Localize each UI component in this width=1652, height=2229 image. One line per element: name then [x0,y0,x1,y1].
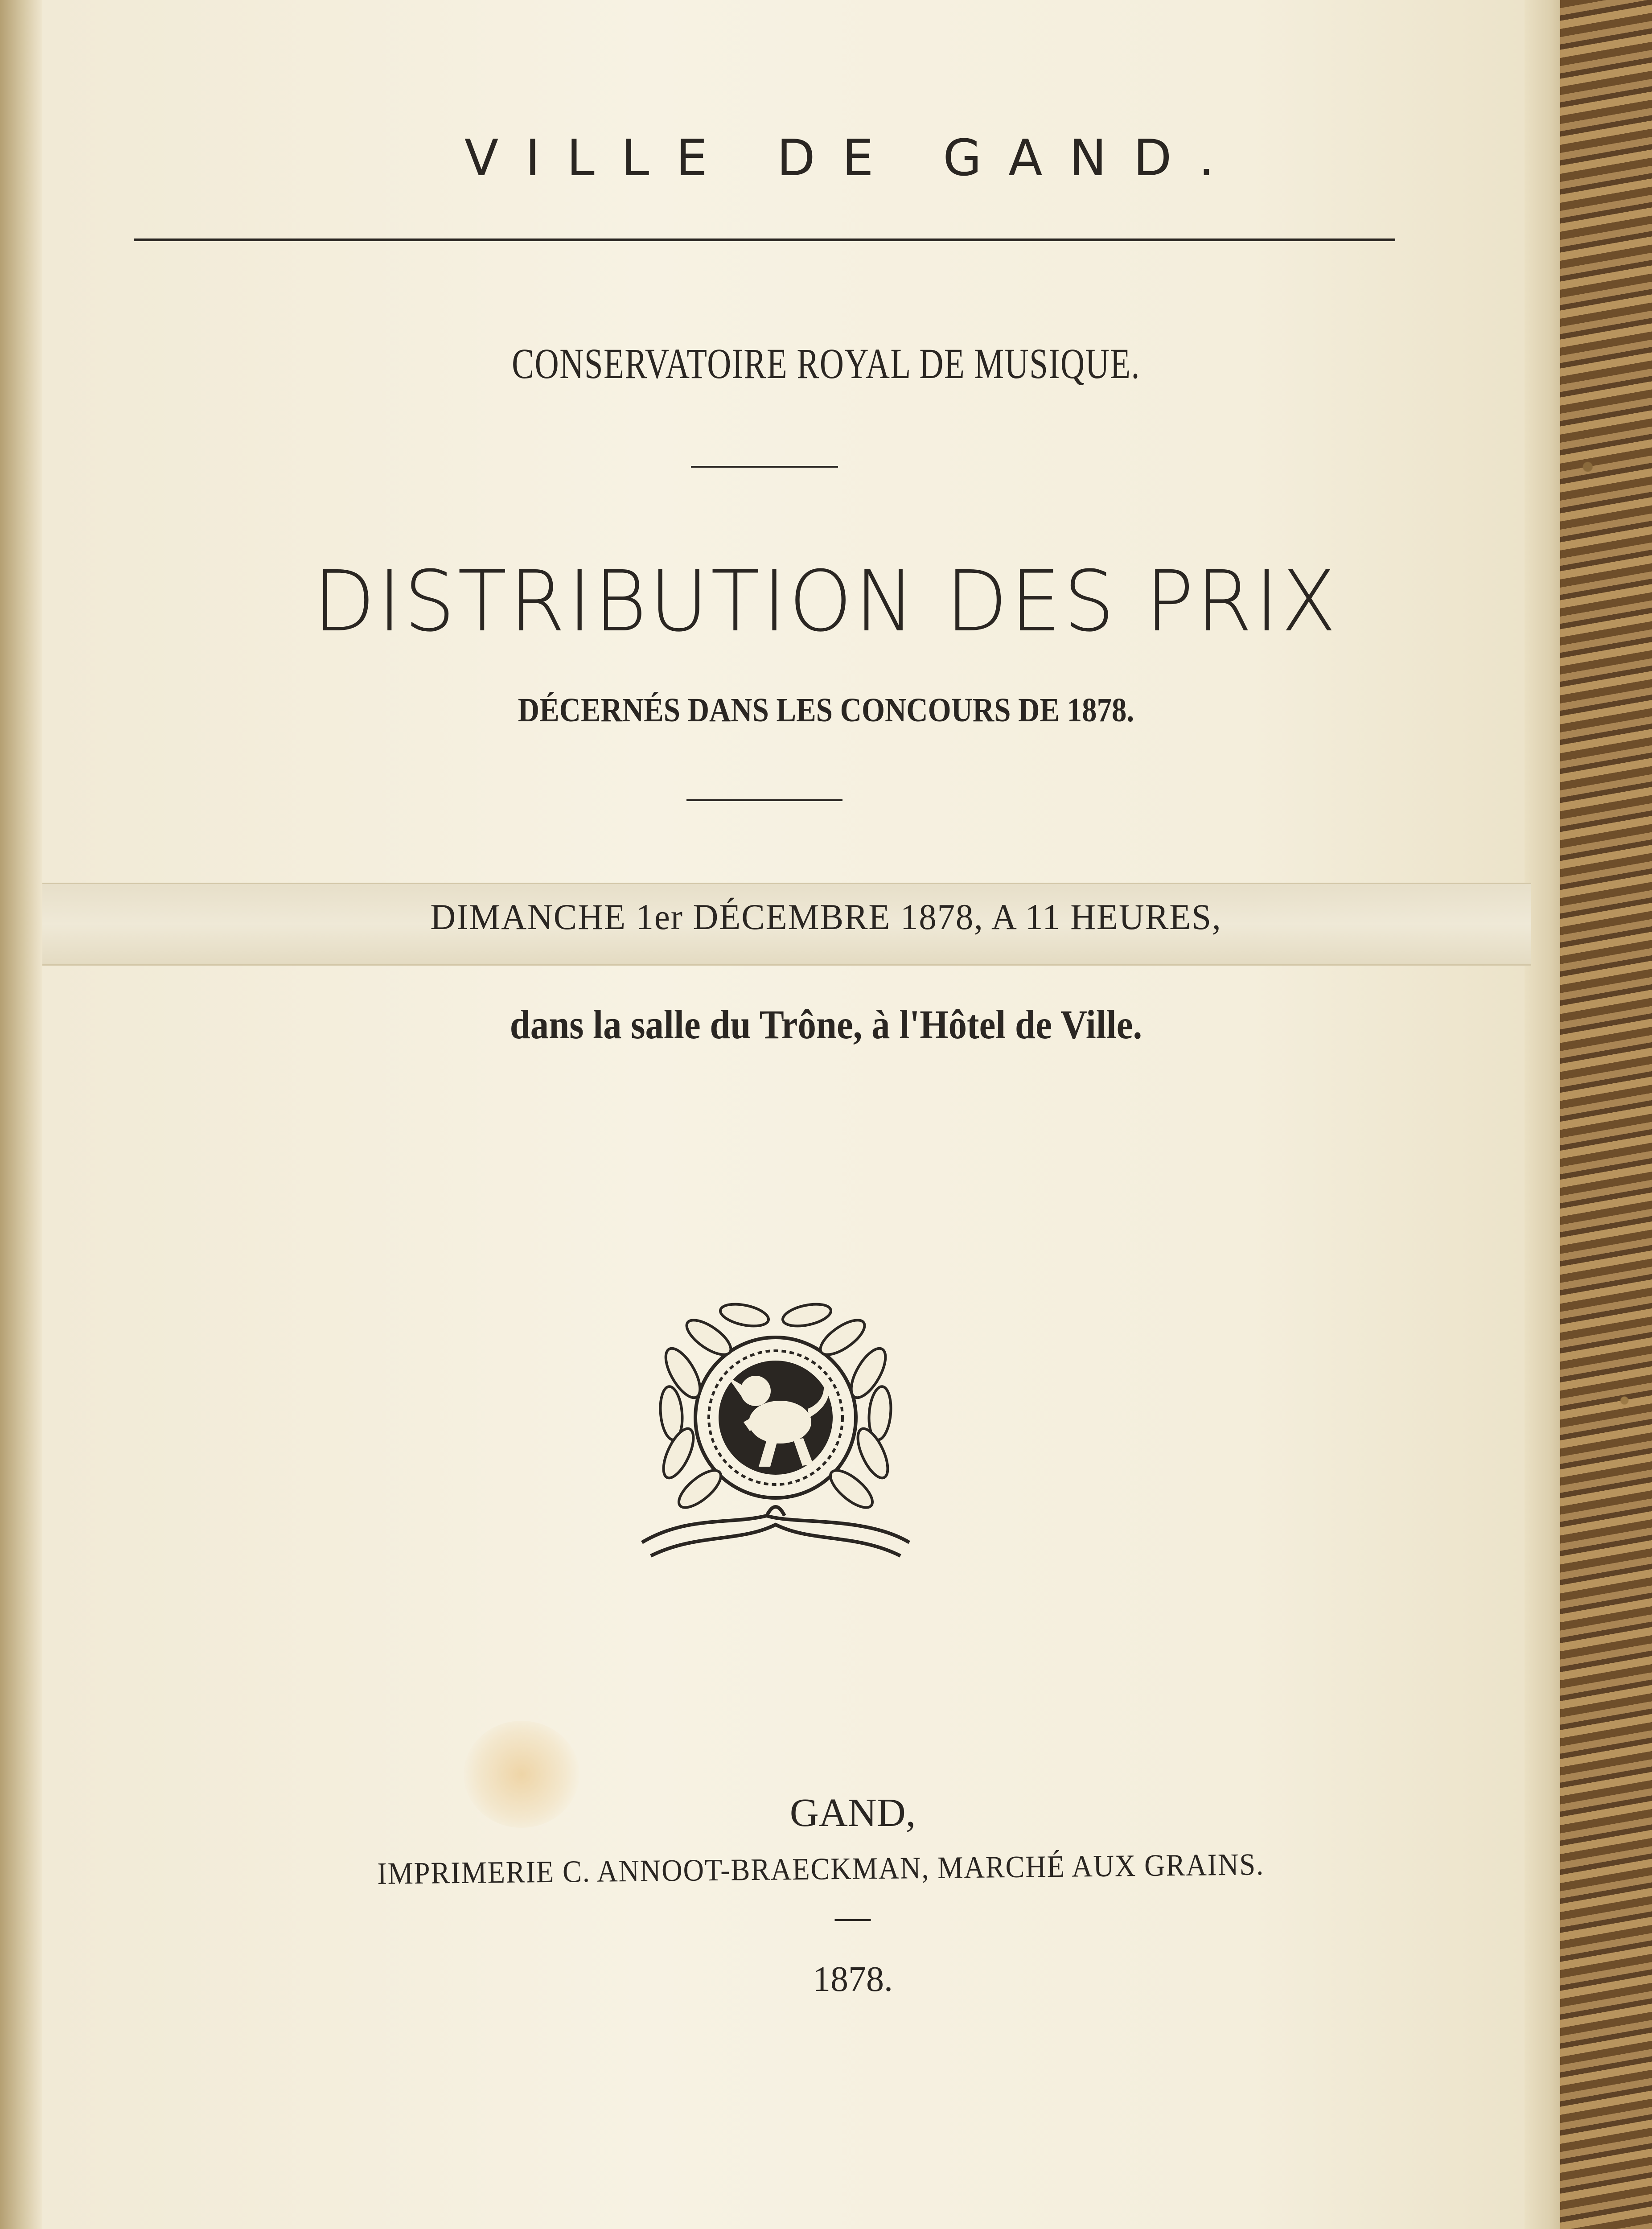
imprint-year: 1878. [813,1960,893,1999]
subtitle-rule [686,799,842,801]
imprint-separator: — [835,1897,871,1937]
book-cover-edge [1560,0,1652,2229]
paper-page [42,0,1549,2229]
institution-title: CONSERVATOIRE ROYAL DE MUSIQUE. [512,340,1140,387]
imprint-city: GAND, [789,1791,916,1835]
header-rule [134,239,1395,241]
city-heading: VILLE DE GAND. [464,129,1241,187]
subtitle: DÉCERNÉS DANS LES CONCOURS DE 1878. [518,691,1134,729]
event-date: DIMANCHE 1er DÉCEMBRE 1878, A 11 HEURES, [430,897,1222,937]
event-venue: dans la salle du Trône, à l'Hôtel de Ville. [510,1002,1142,1047]
lion-wreath-emblem-icon [633,1275,918,1565]
imprint-printer: IMPRIMERIE C. ANNOOT-BRAECKMAN, MARCHÉ AUX GRAINS. [377,1847,1265,1891]
institution-rule [691,466,838,468]
book-gutter [0,0,42,2229]
main-title: DISTRIBUTION DES PRIX [313,553,1339,650]
